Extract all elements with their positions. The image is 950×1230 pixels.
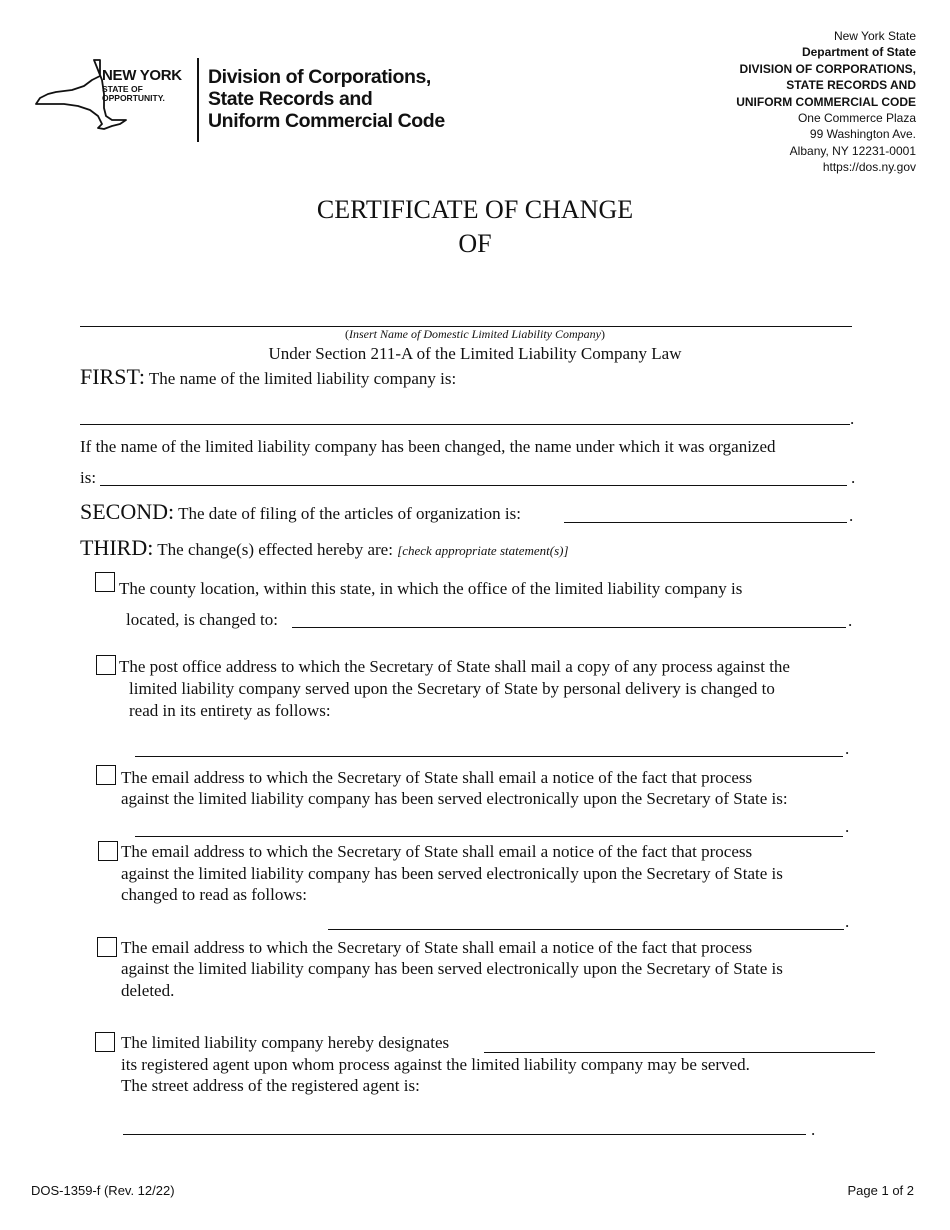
- third-lead: THIRD:: [80, 535, 154, 560]
- address-street: 99 Washington Ave.: [809, 127, 916, 142]
- county-change-text: The county location, within this state, in which the office of the limited liability company is: [119, 579, 743, 598]
- address-division: STATE RECORDS AND: [786, 78, 916, 93]
- period: .: [851, 468, 856, 487]
- email-delete-text: deleted.: [121, 981, 175, 1000]
- changed-name-text: If the name of the limited liability company has been changed, the name under which it was organized: [80, 437, 776, 456]
- email-add-text: The email address to which the Secretary of State shall email a notice of the fact that process: [121, 768, 753, 787]
- email-delete-text: against the limited liability company has been served electronically upon the Secretary of State is: [121, 959, 783, 978]
- registered-agent-text: The street address of the registered agent is:: [121, 1076, 420, 1095]
- division-title-line: Uniform Commercial Code: [208, 110, 445, 132]
- division-title-line: Division of Corporations,: [208, 66, 431, 88]
- county-change-checkbox[interactable]: [95, 572, 115, 592]
- llc-name-caption: [0, 326, 950, 342]
- nys-wordmark-line1: NEW YORK: [102, 67, 182, 84]
- third-text: The change(s) effected hereby are:: [157, 540, 393, 559]
- nys-wordmark-line3: OPPORTUNITY.: [102, 92, 165, 103]
- nys-wordmark: [102, 68, 182, 103]
- document-title-line2: OF: [458, 229, 492, 258]
- address-dept: Department of State: [801, 45, 916, 60]
- po-address-checkbox[interactable]: [96, 655, 116, 675]
- changed-name-is: is:: [80, 468, 97, 487]
- first-text: The name of the limited liability company is:: [148, 369, 457, 388]
- email-delete-checkbox[interactable]: [97, 937, 117, 957]
- document-title: [0, 193, 950, 261]
- address-website: https://dos.ny.gov: [822, 160, 916, 175]
- second-lead: SECOND:: [80, 499, 175, 524]
- period: .: [845, 912, 850, 931]
- nys-wordmark-line2: STATE OF: [102, 84, 143, 94]
- third-note: [check appropriate statement(s)]: [397, 543, 569, 558]
- period: .: [850, 409, 855, 428]
- address-street: One Commerce Plaza: [797, 111, 916, 126]
- filing-date-field[interactable]: [564, 522, 847, 523]
- original-name-field[interactable]: [100, 485, 847, 486]
- period: .: [845, 817, 850, 836]
- address-city: Albany, NY 12231-0001: [789, 143, 916, 158]
- period: .: [811, 1120, 816, 1139]
- registered-agent-text: its registered agent upon whom process against the limited liability company may be served.: [121, 1055, 750, 1074]
- period: .: [845, 739, 850, 758]
- email-change-field[interactable]: [328, 929, 844, 930]
- llc-current-name-field[interactable]: [80, 424, 850, 425]
- po-address-field[interactable]: [135, 756, 843, 757]
- first-paragraph: [80, 366, 456, 390]
- registered-agent-name-field[interactable]: [484, 1052, 875, 1053]
- caption-paren: ): [600, 327, 605, 341]
- registered-agent-text: The limited liability company hereby designates: [121, 1033, 450, 1052]
- second-paragraph: [80, 501, 521, 525]
- email-change-text: The email address to which the Secretary of State shall email a notice of the fact that process: [121, 842, 753, 861]
- address-division: UNIFORM COMMERCIAL CODE: [736, 94, 916, 109]
- email-change-text: against the limited liability company has been served electronically upon the Secretary of State is: [121, 864, 783, 883]
- agency-address-block: [736, 28, 916, 176]
- first-lead: FIRST:: [80, 364, 145, 389]
- county-change-text: located, is changed to:: [126, 610, 279, 629]
- registered-agent-checkbox[interactable]: [95, 1032, 115, 1052]
- po-address-text: The post office address to which the Secretary of State shall mail a copy of any process against the: [119, 657, 790, 676]
- period: .: [849, 506, 854, 525]
- email-change-checkbox[interactable]: [98, 841, 118, 861]
- document-title-line1: CERTIFICATE OF CHANGE: [316, 195, 634, 224]
- period: .: [848, 611, 853, 630]
- po-address-text: limited liability company served upon the Secretary of State by personal delivery is changed to: [129, 679, 775, 698]
- registered-agent-address-field[interactable]: [123, 1134, 806, 1135]
- email-add-field[interactable]: [135, 836, 843, 837]
- email-delete-text: The email address to which the Secretary of State shall email a notice of the fact that process: [121, 938, 753, 957]
- caption-text: Insert Name of Domestic Limited Liability Company: [349, 327, 601, 341]
- email-add-checkbox[interactable]: [96, 765, 116, 785]
- county-field[interactable]: [292, 627, 846, 628]
- third-paragraph: [80, 537, 569, 562]
- division-title: [208, 66, 445, 132]
- email-add-text: against the limited liability company has been served electronically upon the Secretary of State is:: [121, 789, 788, 808]
- caption-paren: (: [345, 327, 349, 341]
- address-division: DIVISION OF CORPORATIONS,: [739, 61, 916, 76]
- header-divider: [197, 58, 199, 142]
- address-state: New York State: [833, 29, 916, 43]
- po-address-text: read in its entirety as follows:: [129, 701, 331, 720]
- page-number: Page 1 of 2: [847, 1183, 914, 1198]
- email-change-text: changed to read as follows:: [121, 885, 307, 904]
- second-text: The date of filing of the articles of organization is:: [178, 504, 521, 523]
- statute-reference: Under Section 211-A of the Limited Liability Company Law: [268, 344, 682, 363]
- form-id: DOS-1359-f (Rev. 12/22): [31, 1183, 175, 1198]
- division-title-line: State Records and: [208, 88, 373, 110]
